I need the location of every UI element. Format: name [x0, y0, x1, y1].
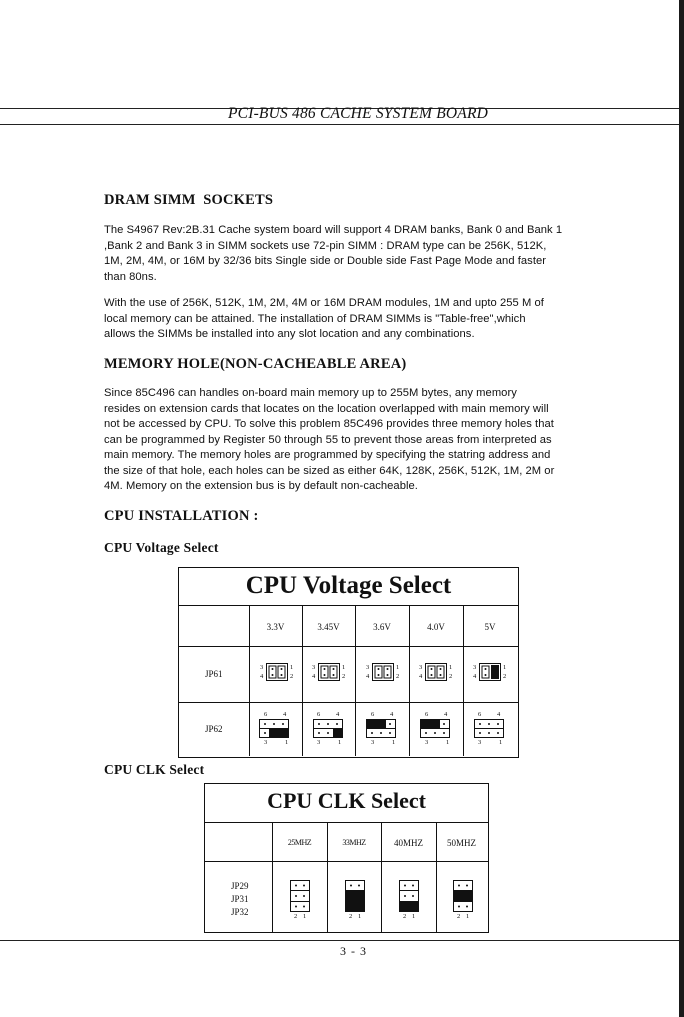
- clk-table-title: CPU CLK Select: [267, 788, 426, 813]
- hole-line: not be accessed by CPU. To solve this problem 85C496 provides three memory holes that: [104, 418, 554, 430]
- pin-number: 6: [425, 711, 429, 718]
- hole-line: main memory. The memory holes are programmed by specifying the statring address and: [104, 449, 551, 461]
- pin-number: 4: [366, 673, 370, 680]
- pin-number: 6: [371, 711, 375, 718]
- pin-number: 2: [349, 913, 353, 920]
- pin-number: 1: [358, 913, 362, 920]
- clk-col-header: 50MHZ: [447, 838, 476, 848]
- pin-number: 3: [478, 739, 482, 746]
- pin-number: 1: [412, 913, 416, 920]
- hole-line: resides on extension cards that locates on the location overlapped with main memory will: [104, 402, 549, 415]
- clk-jumper-50mhz-icon: [453, 880, 473, 912]
- pin-number: 4: [336, 711, 340, 718]
- voltage-title-divider: [178, 605, 518, 606]
- hole-line: can be programmed by Register 50 through 55 to prevent those areas from interpreted as: [104, 433, 552, 446]
- pin-number: 3: [264, 739, 268, 746]
- pin-number: 2: [457, 913, 461, 920]
- clk-col-header: 40MHZ: [394, 838, 423, 848]
- cpu-clk-heading: CPU CLK Select: [104, 762, 205, 777]
- pin-number: 1: [396, 664, 400, 671]
- dram-p1-line: 1M, 2M, 4M, or 16M by 32/36 bits Single side or Double side Fast Page Mode and faster: [104, 255, 547, 267]
- pin-number: 3: [473, 664, 477, 671]
- pin-number: 2: [449, 673, 453, 680]
- voltage-row-label-jp61: JP61: [205, 669, 223, 679]
- pin-number: 1: [285, 739, 289, 746]
- pin-number: 1: [392, 739, 396, 746]
- pin-number: 2: [294, 913, 298, 920]
- clk-row-label-jp29: JP29: [231, 881, 249, 891]
- voltage-row-label-jp62: JP62: [205, 724, 223, 734]
- jp61-jumper-icon: [266, 663, 288, 681]
- pin-number: 1: [338, 739, 342, 746]
- jp62-jumper-icon: [420, 719, 450, 738]
- clk-col-header: 25MHZ: [287, 838, 312, 847]
- pin-number: 1: [503, 664, 507, 671]
- clk-header-divider: [204, 861, 488, 862]
- pin-number: 3: [419, 664, 423, 671]
- pin-number: 2: [403, 913, 407, 920]
- cpu-installation-heading: CPU INSTALLATION :: [104, 508, 259, 524]
- dram-p1-line: ,Bank 2 and Bank 3 in SIMM sockets use 72-pin SIMM : DRAM type can be 256K, 512K,: [104, 239, 547, 252]
- page-edge-shadow: [679, 0, 684, 1017]
- dram-p1-line: than 80ns.: [104, 270, 157, 283]
- pin-number: 6: [478, 711, 482, 718]
- pin-number: 4: [473, 673, 477, 680]
- pin-number: 4: [497, 711, 501, 718]
- jp62-jumper-icon: [313, 719, 343, 738]
- jp61-jumper-icon: [425, 663, 447, 681]
- pin-number: 3: [317, 739, 321, 746]
- pin-number: 4: [390, 711, 394, 718]
- pin-number: 2: [342, 673, 346, 680]
- jp62-jumper-icon: [474, 719, 504, 738]
- pin-number: 3: [371, 739, 375, 746]
- clk-row-label-jp32: JP32: [231, 907, 249, 917]
- hole-line: 4M. Memory on the extension bus is by default non-cacheable.: [104, 480, 418, 492]
- dram-paragraph-2: [104, 296, 624, 343]
- jp61-jumper-icon: [372, 663, 394, 681]
- memory-hole-paragraph: [104, 386, 624, 495]
- voltage-row-divider: [178, 702, 518, 703]
- dram-heading: DRAM SIMM SOCKETS: [104, 192, 274, 208]
- pin-number: 4: [419, 673, 423, 680]
- pin-number: 6: [317, 711, 321, 718]
- clk-row-label-jp31: JP31: [231, 894, 249, 904]
- pin-number: 3: [312, 664, 316, 671]
- pin-number: 1: [449, 664, 453, 671]
- voltage-col-header: 3.3V: [266, 622, 285, 632]
- dram-p1-line: The S4967 Rev:2B.31 Cache system board will support 4 DRAM banks, Bank 0 and Bank 1: [104, 224, 563, 236]
- hole-line: Since 85C496 can handles on-board main memory up to 255M bytes, any memory: [104, 387, 517, 399]
- pin-number: 4: [444, 711, 448, 718]
- pin-number: 6: [264, 711, 268, 718]
- jp61-jumper-installed-icon: [479, 663, 501, 681]
- header-rule-bottom: [0, 124, 684, 125]
- jp61-jumper-icon: [318, 663, 340, 681]
- voltage-header-divider: [178, 646, 518, 647]
- pin-number: 2: [503, 673, 507, 680]
- dram-p2-line: With the use of 256K, 512K, 1M, 2M, 4M or 16M DRAM modules, 1M and upto 255 M of: [104, 297, 544, 309]
- dram-paragraph-1: [104, 223, 624, 285]
- clk-jumper-33mhz-icon: [345, 880, 365, 912]
- voltage-col-header: 3.6V: [373, 622, 391, 632]
- footer-rule: [0, 940, 684, 941]
- pin-number: 4: [312, 673, 316, 680]
- pin-number: 3: [425, 739, 429, 746]
- pin-number: 3: [366, 664, 370, 671]
- pin-number: 4: [260, 673, 264, 680]
- clk-title-divider: [204, 822, 488, 823]
- pin-number: 4: [283, 711, 287, 718]
- pin-number: 3: [260, 664, 264, 671]
- voltage-col-header: 5V: [484, 622, 496, 632]
- clk-jumper-25mhz-icon: [290, 880, 310, 912]
- dram-p2-line: local memory can be attained. The installation of DRAM SIMMs is "Table-free",which: [104, 312, 526, 325]
- page-header-title: PCI-BUS 486 CACHE SYSTEM BOARD: [228, 105, 489, 122]
- pin-number: 1: [290, 664, 294, 671]
- pin-number: 1: [446, 739, 450, 746]
- clk-jumper-40mhz-icon: [399, 880, 419, 912]
- pin-number: 2: [396, 673, 400, 680]
- pin-number: 1: [342, 664, 346, 671]
- voltage-table-title: CPU Voltage Select: [245, 572, 452, 599]
- page-number: 3 - 3: [340, 944, 367, 958]
- pin-number: 1: [466, 913, 470, 920]
- memory-hole-heading: MEMORY HOLE(NON-CACHEABLE AREA): [104, 356, 407, 372]
- pin-number: 2: [290, 673, 294, 680]
- jp62-jumper-icon: [259, 719, 289, 738]
- pin-number: 1: [303, 913, 307, 920]
- pin-number: 1: [499, 739, 503, 746]
- dram-p2-line: allows the SIMMs be installed into any slot location and any combinations.: [104, 328, 475, 340]
- hole-line: the size of that hole, each holes can be sized as either 64K, 128K, 256K, 512K, 1M, 2M or: [104, 464, 555, 477]
- cpu-voltage-heading: CPU Voltage Select: [104, 540, 219, 555]
- clk-col-header: 33MHZ: [342, 838, 366, 847]
- jp62-jumper-icon: [366, 719, 396, 738]
- voltage-col-header: 3.45V: [317, 622, 340, 632]
- voltage-col-header: 4.0V: [427, 622, 445, 632]
